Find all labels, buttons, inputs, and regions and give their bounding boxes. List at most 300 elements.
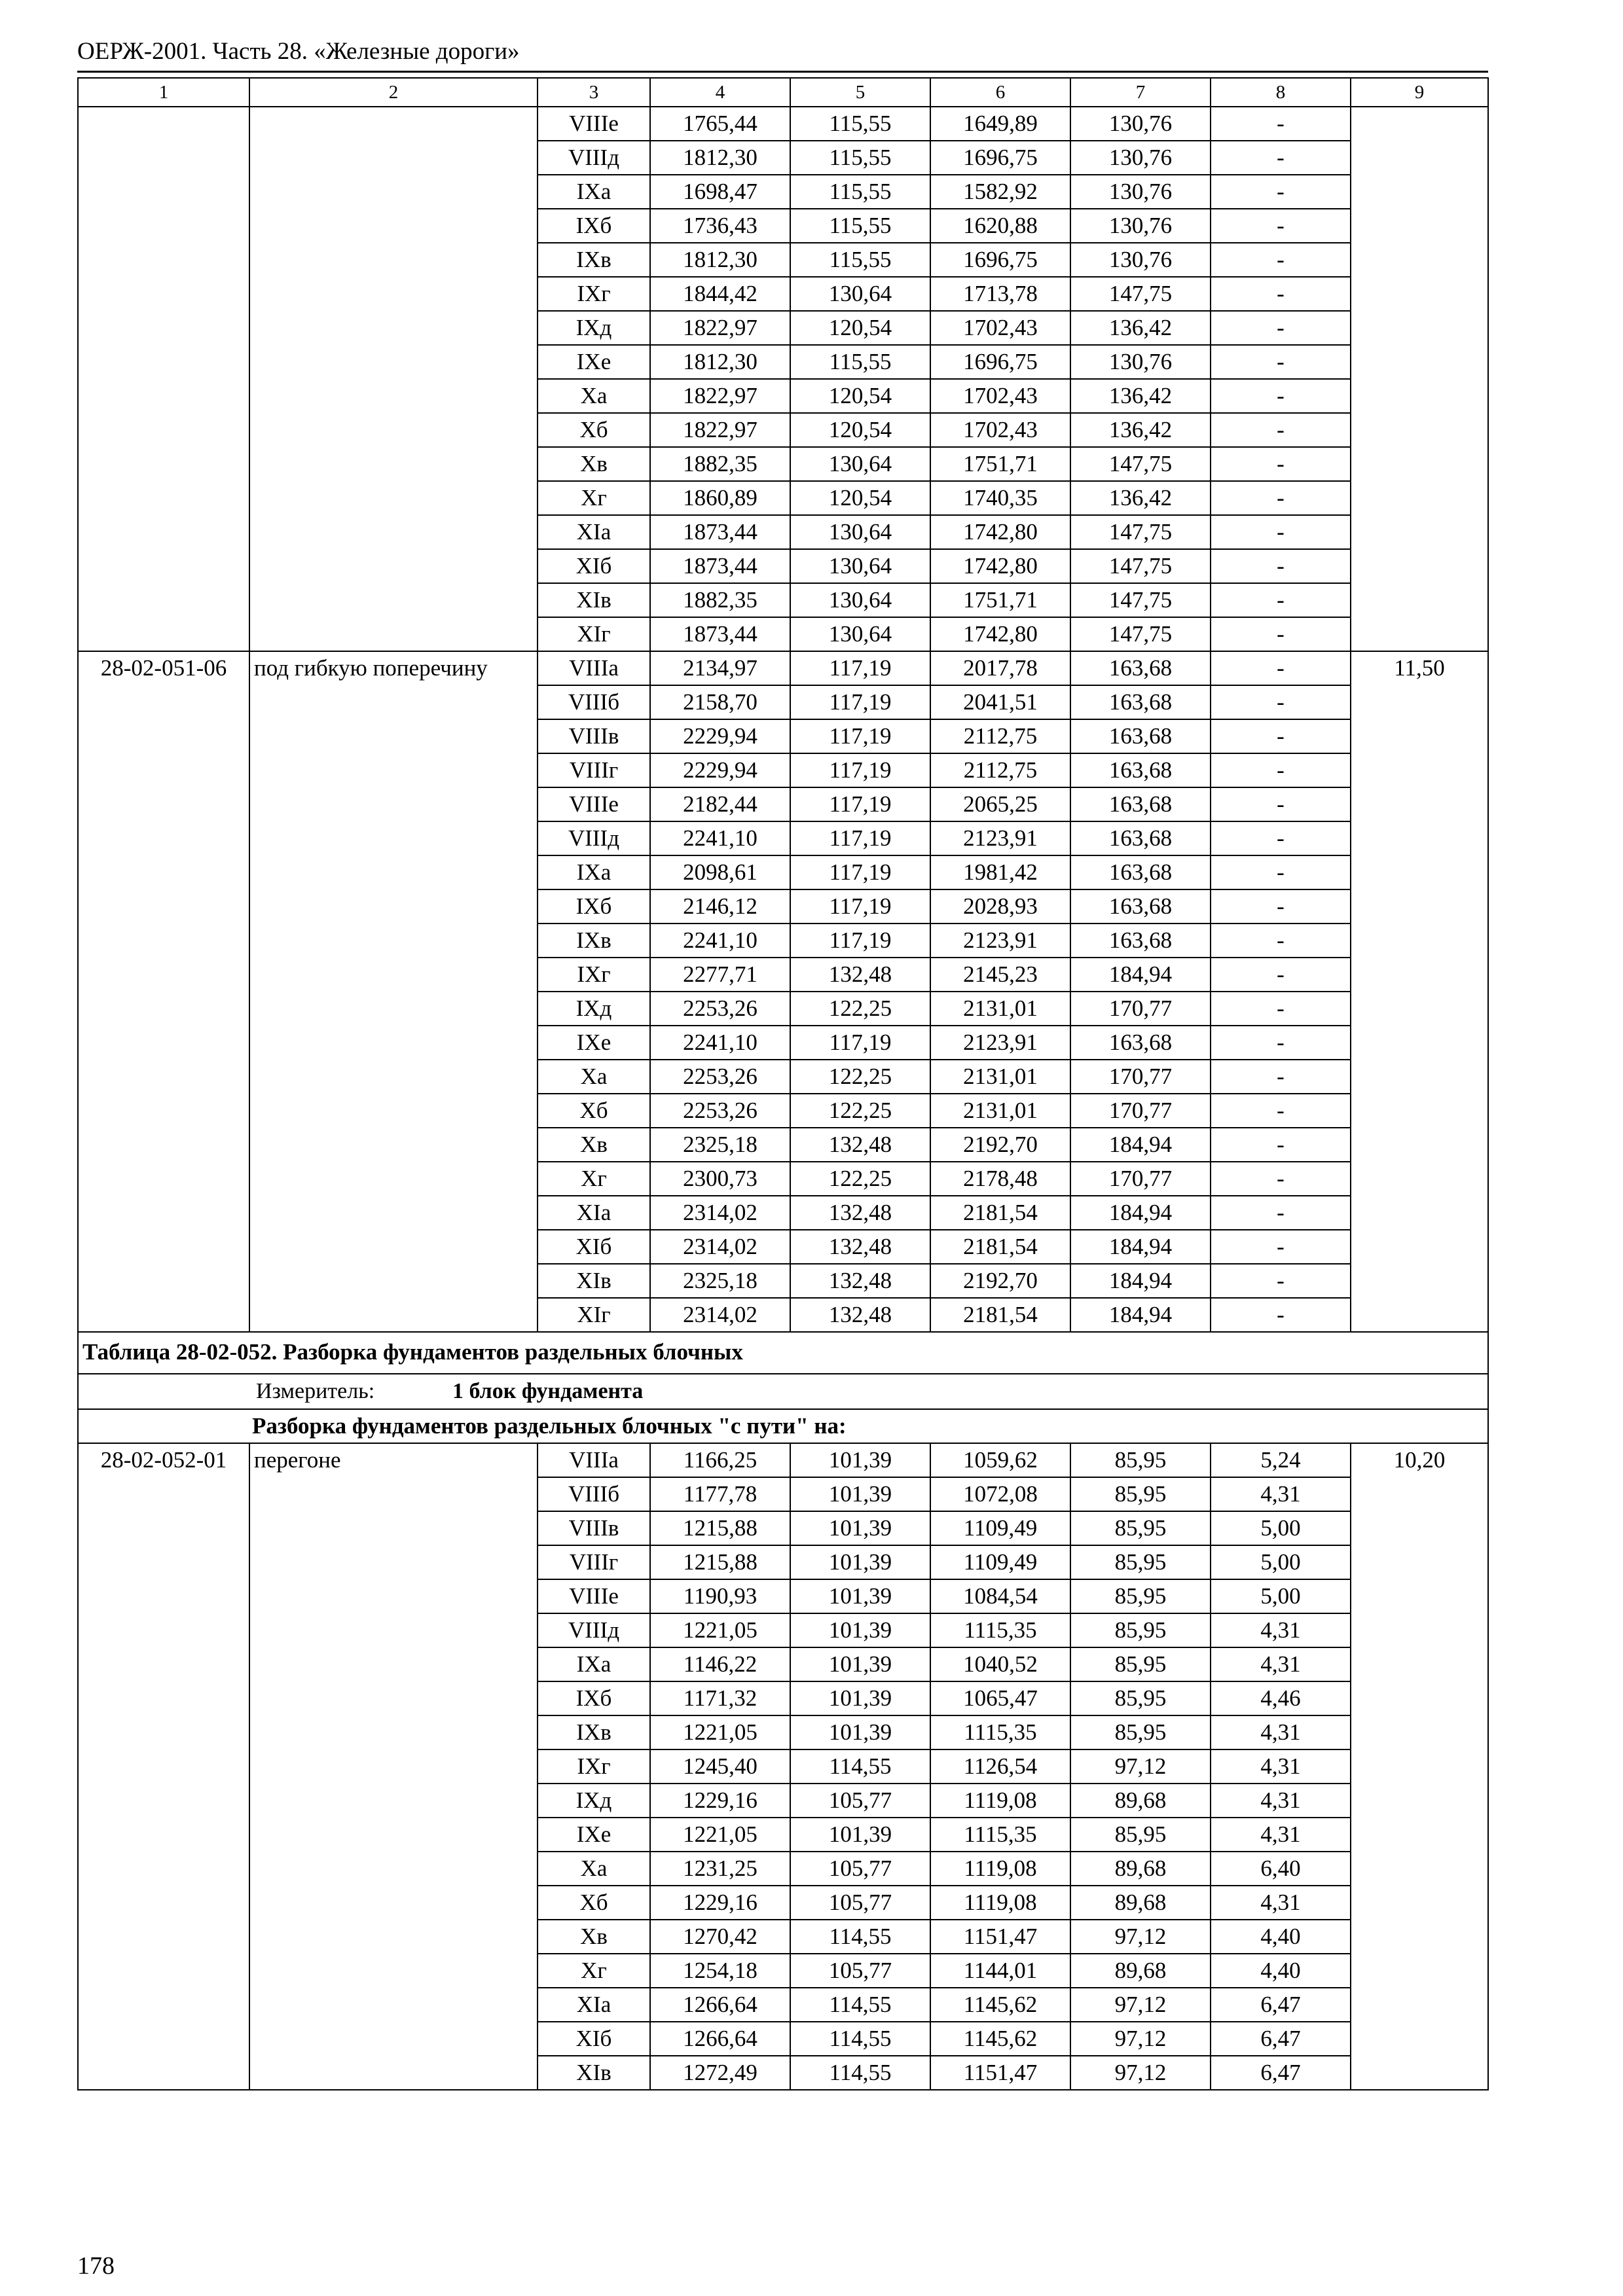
machinist-wages: 184,94 <box>1070 1298 1211 1332</box>
total-cost: 1146,22 <box>650 1647 790 1681</box>
rate-category: VIIIе <box>538 107 650 141</box>
rate-category: IXа <box>538 855 650 889</box>
machinist-wages: 89,68 <box>1070 1852 1211 1886</box>
column-number: 4 <box>650 78 790 107</box>
column-number: 2 <box>249 78 538 107</box>
total-cost: 1166,25 <box>650 1443 790 1477</box>
total-cost: 1221,05 <box>650 1818 790 1852</box>
materials-cost: - <box>1211 1026 1351 1060</box>
materials-cost: - <box>1211 549 1351 583</box>
materials-cost: - <box>1211 583 1351 617</box>
total-cost: 1231,25 <box>650 1852 790 1886</box>
materials-cost: 6,47 <box>1211 2056 1351 2090</box>
rate-code <box>78 107 249 651</box>
materials-cost: 4,31 <box>1211 1749 1351 1784</box>
materials-cost: 4,31 <box>1211 1647 1351 1681</box>
rate-category: XIв <box>538 583 650 617</box>
machinist-wages: 89,68 <box>1070 1886 1211 1920</box>
column-number-row <box>78 78 1488 107</box>
machinist-wages: 163,68 <box>1070 1026 1211 1060</box>
machines-cost: 2145,23 <box>930 958 1070 992</box>
machinist-wages: 147,75 <box>1070 583 1211 617</box>
materials-cost: 4,40 <box>1211 1920 1351 1954</box>
materials-cost: - <box>1211 889 1351 924</box>
machinist-wages: 130,76 <box>1070 107 1211 141</box>
materials-cost: 4,31 <box>1211 1886 1351 1920</box>
wages-cost: 130,64 <box>790 549 930 583</box>
wages-cost: 101,39 <box>790 1818 930 1852</box>
machinist-wages: 130,76 <box>1070 141 1211 175</box>
machines-cost: 1109,49 <box>930 1511 1070 1545</box>
total-cost: 2253,26 <box>650 1060 790 1094</box>
machines-cost: 1109,49 <box>930 1545 1070 1579</box>
machines-cost: 1115,35 <box>930 1715 1070 1749</box>
total-cost: 1272,49 <box>650 2056 790 2090</box>
wages-cost: 132,48 <box>790 1196 930 1230</box>
materials-cost: - <box>1211 175 1351 209</box>
machines-cost: 1119,08 <box>930 1886 1070 1920</box>
machines-cost: 1145,62 <box>930 1988 1070 2022</box>
wages-cost: 117,19 <box>790 753 930 787</box>
machines-cost: 2131,01 <box>930 1060 1070 1094</box>
wages-cost: 105,77 <box>790 1954 930 1988</box>
rate-category: VIIIб <box>538 1477 650 1511</box>
machinist-wages: 147,75 <box>1070 515 1211 549</box>
rate-category: XIв <box>538 1264 650 1298</box>
wages-cost: 114,55 <box>790 1988 930 2022</box>
wages-cost: 130,64 <box>790 583 930 617</box>
materials-cost: 4,31 <box>1211 1715 1351 1749</box>
table-row <box>78 651 1488 685</box>
wages-cost: 132,48 <box>790 1264 930 1298</box>
machines-cost: 1649,89 <box>930 107 1070 141</box>
materials-cost: 4,31 <box>1211 1818 1351 1852</box>
machinist-wages: 163,68 <box>1070 787 1211 821</box>
wages-cost: 117,19 <box>790 924 930 958</box>
machines-cost: 1620,88 <box>930 209 1070 243</box>
materials-cost: - <box>1211 1128 1351 1162</box>
machines-cost: 1115,35 <box>930 1818 1070 1852</box>
wages-cost: 117,19 <box>790 821 930 855</box>
total-cost: 1765,44 <box>650 107 790 141</box>
wages-cost: 117,19 <box>790 787 930 821</box>
machines-cost: 2192,70 <box>930 1264 1070 1298</box>
column-number: 9 <box>1351 78 1488 107</box>
rate-category: IXв <box>538 1715 650 1749</box>
materials-cost: 5,00 <box>1211 1579 1351 1613</box>
machines-cost: 1119,08 <box>930 1784 1070 1818</box>
total-cost: 2253,26 <box>650 1094 790 1128</box>
machines-cost: 2181,54 <box>930 1196 1070 1230</box>
total-cost: 1229,16 <box>650 1886 790 1920</box>
wages-cost: 101,39 <box>790 1545 930 1579</box>
machines-cost: 2017,78 <box>930 651 1070 685</box>
rate-category: VIIIд <box>538 821 650 855</box>
machines-cost: 1151,47 <box>930 1920 1070 1954</box>
total-cost: 2300,73 <box>650 1162 790 1196</box>
wages-cost: 115,55 <box>790 209 930 243</box>
machinist-wages: 130,76 <box>1070 209 1211 243</box>
total-cost: 1221,05 <box>650 1613 790 1647</box>
rate-category: Xг <box>538 1954 650 1988</box>
machines-cost: 1151,47 <box>930 2056 1070 2090</box>
materials-cost: - <box>1211 1264 1351 1298</box>
materials-cost: 4,31 <box>1211 1613 1351 1647</box>
materials-cost: - <box>1211 1094 1351 1128</box>
rate-category: VIIIа <box>538 651 650 685</box>
total-cost: 1215,88 <box>650 1511 790 1545</box>
total-cost: 1266,64 <box>650 2022 790 2056</box>
rate-category: Xг <box>538 481 650 515</box>
machines-cost: 2065,25 <box>930 787 1070 821</box>
materials-cost: - <box>1211 992 1351 1026</box>
machines-cost: 1065,47 <box>930 1681 1070 1715</box>
table-body <box>78 78 1488 2090</box>
total-cost: 1812,30 <box>650 243 790 277</box>
machinist-wages: 170,77 <box>1070 992 1211 1026</box>
machines-cost: 1144,01 <box>930 1954 1070 1988</box>
wages-cost: 117,19 <box>790 889 930 924</box>
materials-cost: 6,40 <box>1211 1852 1351 1886</box>
rate-category: VIIIб <box>538 685 650 719</box>
machinist-wages: 163,68 <box>1070 924 1211 958</box>
machines-cost: 1981,42 <box>930 855 1070 889</box>
total-cost: 1812,30 <box>650 141 790 175</box>
machinist-wages: 184,94 <box>1070 1230 1211 1264</box>
rate-category: IXе <box>538 1818 650 1852</box>
materials-cost: - <box>1211 379 1351 413</box>
machinist-wages: 85,95 <box>1070 1681 1211 1715</box>
total-cost: 2241,10 <box>650 924 790 958</box>
machinist-wages: 130,76 <box>1070 175 1211 209</box>
machines-cost: 2131,01 <box>930 1094 1070 1128</box>
materials-cost: 5,00 <box>1211 1511 1351 1545</box>
machinist-wages: 89,68 <box>1070 1784 1211 1818</box>
rate-category: Xб <box>538 1886 650 1920</box>
machinist-wages: 85,95 <box>1070 1545 1211 1579</box>
machines-cost: 1702,43 <box>930 311 1070 345</box>
machinist-wages: 97,12 <box>1070 2056 1211 2090</box>
wages-cost: 117,19 <box>790 1026 930 1060</box>
rate-category: VIIIд <box>538 1613 650 1647</box>
rate-category: IXе <box>538 1026 650 1060</box>
rate-category: VIIIд <box>538 141 650 175</box>
section-title: Таблица 28-02-052. Разборка фундаментов раздельных блочных <box>78 1332 1488 1374</box>
wages-cost: 105,77 <box>790 1852 930 1886</box>
rate-category: Xв <box>538 1128 650 1162</box>
machines-cost: 1696,75 <box>930 243 1070 277</box>
materials-cost: - <box>1211 107 1351 141</box>
materials-cost: - <box>1211 651 1351 685</box>
materials-cost: 4,40 <box>1211 1954 1351 1988</box>
total-cost: 2253,26 <box>650 992 790 1026</box>
total-cost: 1215,88 <box>650 1545 790 1579</box>
rate-category: XIв <box>538 2056 650 2090</box>
wages-cost: 132,48 <box>790 1230 930 1264</box>
machinist-wages: 130,76 <box>1070 345 1211 379</box>
page-number: 178 <box>77 2252 115 2280</box>
machinist-wages: 163,68 <box>1070 855 1211 889</box>
machines-cost: 2123,91 <box>930 821 1070 855</box>
machinist-wages: 163,68 <box>1070 889 1211 924</box>
machines-cost: 2112,75 <box>930 719 1070 753</box>
total-cost: 2098,61 <box>650 855 790 889</box>
machinist-wages: 130,76 <box>1070 243 1211 277</box>
materials-cost: - <box>1211 481 1351 515</box>
machinist-wages: 184,94 <box>1070 958 1211 992</box>
rate-category: VIIIа <box>538 1443 650 1477</box>
header-rule <box>77 71 1488 73</box>
materials-cost: - <box>1211 413 1351 447</box>
rate-category: IXб <box>538 1681 650 1715</box>
measure-label: Измеритель: <box>256 1379 375 1403</box>
wages-cost: 117,19 <box>790 651 930 685</box>
wages-cost: 115,55 <box>790 107 930 141</box>
wages-cost: 122,25 <box>790 1060 930 1094</box>
wages-cost: 105,77 <box>790 1784 930 1818</box>
materials-cost: - <box>1211 1230 1351 1264</box>
materials-cost: - <box>1211 345 1351 379</box>
rate-code: 28-02-051-06 <box>78 651 249 1332</box>
machinist-wages: 136,42 <box>1070 379 1211 413</box>
rate-category: IXв <box>538 924 650 958</box>
rate-category: XIб <box>538 549 650 583</box>
machinist-wages: 85,95 <box>1070 1579 1211 1613</box>
rate-category: VIIIв <box>538 719 650 753</box>
wages-cost: 101,39 <box>790 1681 930 1715</box>
wages-cost: 115,55 <box>790 243 930 277</box>
rate-category: Xв <box>538 1920 650 1954</box>
section-subtitle-row <box>78 1409 1488 1443</box>
total-cost: 1822,97 <box>650 311 790 345</box>
wages-cost: 115,55 <box>790 175 930 209</box>
total-cost: 1736,43 <box>650 209 790 243</box>
running-header: ОЕРЖ-2001. Часть 28. «Железные дороги» <box>77 38 520 65</box>
wages-cost: 101,39 <box>790 1477 930 1511</box>
materials-cost: - <box>1211 243 1351 277</box>
machinist-wages: 163,68 <box>1070 719 1211 753</box>
machines-cost: 1145,62 <box>930 2022 1070 2056</box>
machines-cost: 1751,71 <box>930 447 1070 481</box>
measure-row <box>78 1374 1488 1409</box>
total-cost: 1698,47 <box>650 175 790 209</box>
machines-cost: 2028,93 <box>930 889 1070 924</box>
machinist-wages: 184,94 <box>1070 1128 1211 1162</box>
wages-cost: 101,39 <box>790 1715 930 1749</box>
rate-category: IXд <box>538 311 650 345</box>
materials-cost: 6,47 <box>1211 1988 1351 2022</box>
machinist-wages: 85,95 <box>1070 1818 1211 1852</box>
machinist-wages: 97,12 <box>1070 1988 1211 2022</box>
total-cost: 2314,02 <box>650 1230 790 1264</box>
rate-category: XIа <box>538 1196 650 1230</box>
rate-category: VIIIг <box>538 753 650 787</box>
total-cost: 1860,89 <box>650 481 790 515</box>
materials-cost: - <box>1211 1196 1351 1230</box>
machines-cost: 1751,71 <box>930 583 1070 617</box>
labor-cost <box>1351 107 1488 651</box>
section-title-row <box>78 1332 1488 1374</box>
materials-cost: 4,31 <box>1211 1477 1351 1511</box>
materials-cost: - <box>1211 958 1351 992</box>
machinist-wages: 147,75 <box>1070 277 1211 311</box>
rate-category: IXд <box>538 1784 650 1818</box>
materials-cost: - <box>1211 209 1351 243</box>
rate-category: VIIIе <box>538 1579 650 1613</box>
machinist-wages: 147,75 <box>1070 549 1211 583</box>
machinist-wages: 85,95 <box>1070 1443 1211 1477</box>
column-number: 7 <box>1070 78 1211 107</box>
rate-category: VIIIг <box>538 1545 650 1579</box>
rate-category: IXд <box>538 992 650 1026</box>
total-cost: 1221,05 <box>650 1715 790 1749</box>
machinist-wages: 85,95 <box>1070 1613 1211 1647</box>
materials-cost: - <box>1211 787 1351 821</box>
wages-cost: 101,39 <box>790 1613 930 1647</box>
rate-name: перегоне <box>249 1443 538 2090</box>
machines-cost: 2181,54 <box>930 1298 1070 1332</box>
total-cost: 1190,93 <box>650 1579 790 1613</box>
rate-category: Xв <box>538 447 650 481</box>
materials-cost: - <box>1211 924 1351 958</box>
total-cost: 1873,44 <box>650 549 790 583</box>
total-cost: 2277,71 <box>650 958 790 992</box>
machines-cost: 2178,48 <box>930 1162 1070 1196</box>
machinist-wages: 85,95 <box>1070 1477 1211 1511</box>
machinist-wages: 136,42 <box>1070 311 1211 345</box>
column-number: 6 <box>930 78 1070 107</box>
materials-cost: - <box>1211 141 1351 175</box>
materials-cost: - <box>1211 447 1351 481</box>
rate-category: Xа <box>538 1852 650 1886</box>
machines-cost: 1582,92 <box>930 175 1070 209</box>
machinist-wages: 184,94 <box>1070 1264 1211 1298</box>
rate-category: IXе <box>538 345 650 379</box>
machines-cost: 1742,80 <box>930 617 1070 651</box>
rate-category: Xа <box>538 1060 650 1094</box>
rate-category: XIб <box>538 1230 650 1264</box>
machinist-wages: 163,68 <box>1070 753 1211 787</box>
machinist-wages: 170,77 <box>1070 1060 1211 1094</box>
measure-cell <box>78 1374 1488 1409</box>
machinist-wages: 147,75 <box>1070 617 1211 651</box>
total-cost: 1229,16 <box>650 1784 790 1818</box>
rate-category: IXг <box>538 1749 650 1784</box>
machinist-wages: 136,42 <box>1070 481 1211 515</box>
column-number: 1 <box>78 78 249 107</box>
wages-cost: 120,54 <box>790 379 930 413</box>
total-cost: 1812,30 <box>650 345 790 379</box>
total-cost: 1822,97 <box>650 413 790 447</box>
machines-cost: 1126,54 <box>930 1749 1070 1784</box>
materials-cost: - <box>1211 515 1351 549</box>
materials-cost: - <box>1211 311 1351 345</box>
wages-cost: 114,55 <box>790 2056 930 2090</box>
wages-cost: 130,64 <box>790 277 930 311</box>
machinist-wages: 97,12 <box>1070 1920 1211 1954</box>
machines-cost: 1696,75 <box>930 141 1070 175</box>
rate-category: VIIIе <box>538 787 650 821</box>
wages-cost: 115,55 <box>790 345 930 379</box>
rate-code: 28-02-052-01 <box>78 1443 249 2090</box>
materials-cost: - <box>1211 1162 1351 1196</box>
materials-cost: - <box>1211 277 1351 311</box>
machinist-wages: 163,68 <box>1070 651 1211 685</box>
materials-cost: 4,46 <box>1211 1681 1351 1715</box>
machinist-wages: 147,75 <box>1070 447 1211 481</box>
wages-cost: 101,39 <box>790 1579 930 1613</box>
machines-cost: 1713,78 <box>930 277 1070 311</box>
machines-cost: 1084,54 <box>930 1579 1070 1613</box>
total-cost: 1254,18 <box>650 1954 790 1988</box>
materials-cost: - <box>1211 855 1351 889</box>
total-cost: 2314,02 <box>650 1298 790 1332</box>
rate-category: IXа <box>538 1647 650 1681</box>
wages-cost: 130,64 <box>790 515 930 549</box>
rate-category: IXг <box>538 958 650 992</box>
rate-category: IXб <box>538 209 650 243</box>
machines-cost: 2123,91 <box>930 1026 1070 1060</box>
machinist-wages: 184,94 <box>1070 1196 1211 1230</box>
rate-category: IXб <box>538 889 650 924</box>
wages-cost: 120,54 <box>790 481 930 515</box>
wages-cost: 114,55 <box>790 1749 930 1784</box>
labor-cost: 11,50 <box>1351 651 1488 1332</box>
total-cost: 2229,94 <box>650 753 790 787</box>
wages-cost: 122,25 <box>790 992 930 1026</box>
rate-category: XIа <box>538 1988 650 2022</box>
rate-category: Xб <box>538 413 650 447</box>
rate-category: Xб <box>538 1094 650 1128</box>
machines-cost: 1740,35 <box>930 481 1070 515</box>
wages-cost: 120,54 <box>790 413 930 447</box>
wages-cost: 117,19 <box>790 719 930 753</box>
machinist-wages: 170,77 <box>1070 1094 1211 1128</box>
total-cost: 2314,02 <box>650 1196 790 1230</box>
rate-name <box>249 107 538 651</box>
machines-cost: 2131,01 <box>930 992 1070 1026</box>
wages-cost: 117,19 <box>790 855 930 889</box>
total-cost: 2325,18 <box>650 1264 790 1298</box>
materials-cost: - <box>1211 821 1351 855</box>
machines-cost: 2041,51 <box>930 685 1070 719</box>
rate-category: XIг <box>538 1298 650 1332</box>
materials-cost: - <box>1211 719 1351 753</box>
total-cost: 2158,70 <box>650 685 790 719</box>
wages-cost: 114,55 <box>790 2022 930 2056</box>
column-number: 8 <box>1211 78 1351 107</box>
total-cost: 1266,64 <box>650 1988 790 2022</box>
total-cost: 1822,97 <box>650 379 790 413</box>
machinist-wages: 163,68 <box>1070 685 1211 719</box>
total-cost: 1882,35 <box>650 583 790 617</box>
rate-category: XIб <box>538 2022 650 2056</box>
machinist-wages: 97,12 <box>1070 2022 1211 2056</box>
machines-cost: 1742,80 <box>930 549 1070 583</box>
wages-cost: 122,25 <box>790 1162 930 1196</box>
wages-cost: 105,77 <box>790 1886 930 1920</box>
machines-cost: 1059,62 <box>930 1443 1070 1477</box>
machinist-wages: 97,12 <box>1070 1749 1211 1784</box>
machines-cost: 1742,80 <box>930 515 1070 549</box>
measure-value: 1 блок фундамента <box>452 1379 644 1403</box>
wages-cost: 130,64 <box>790 617 930 651</box>
machinist-wages: 136,42 <box>1070 413 1211 447</box>
wages-cost: 132,48 <box>790 958 930 992</box>
labor-cost: 10,20 <box>1351 1443 1488 2090</box>
materials-cost: - <box>1211 753 1351 787</box>
column-number: 5 <box>790 78 930 107</box>
